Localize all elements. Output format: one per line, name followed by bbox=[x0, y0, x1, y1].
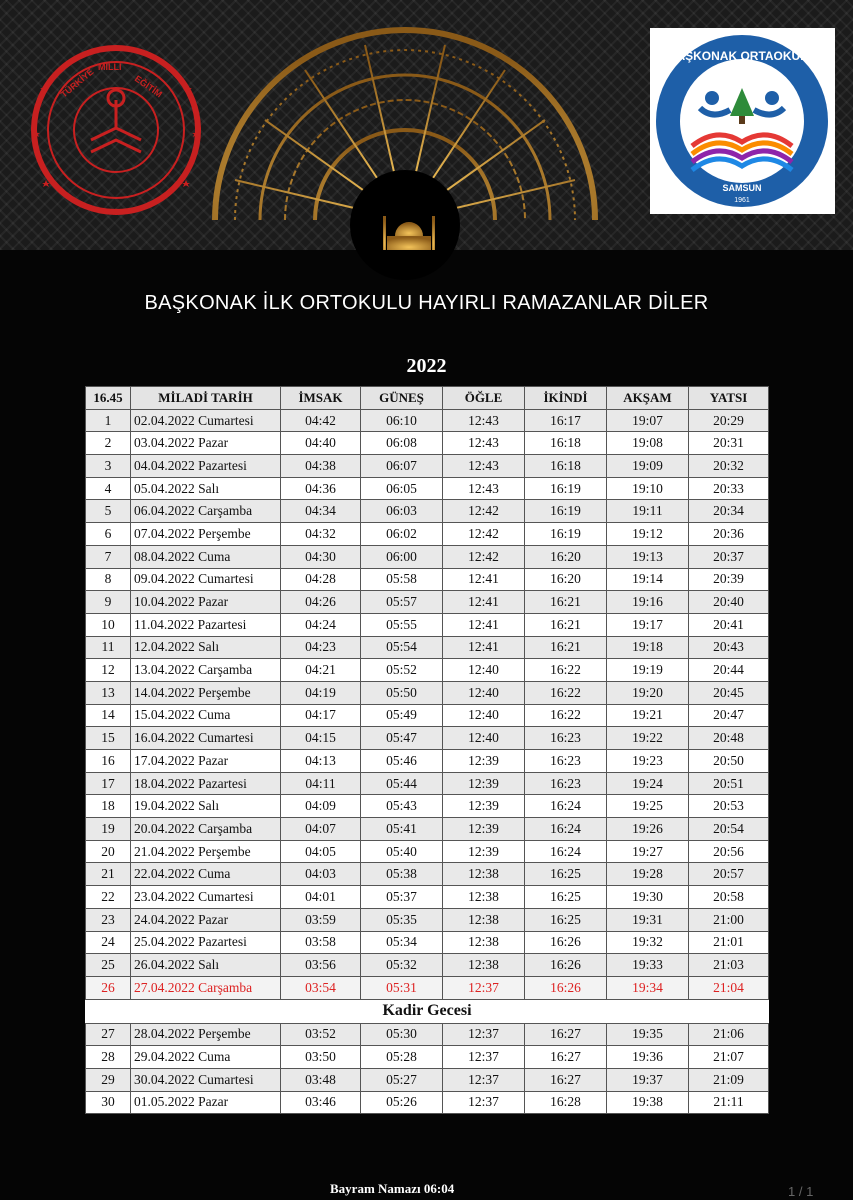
column-header: 16.45 bbox=[86, 387, 131, 410]
table-cell: 19:30 bbox=[607, 886, 689, 909]
table-cell: 07.04.2022 Perşembe bbox=[131, 523, 281, 546]
table-cell: 16:22 bbox=[525, 704, 607, 727]
table-row bbox=[86, 659, 769, 682]
table-cell: 16:24 bbox=[525, 795, 607, 818]
table-cell: 10 bbox=[86, 613, 131, 636]
table-cell: 12:41 bbox=[443, 591, 525, 614]
table-cell: 12:39 bbox=[443, 750, 525, 773]
table-cell: 05:27 bbox=[361, 1068, 443, 1091]
table-cell: 12:40 bbox=[443, 727, 525, 750]
table-cell: 05:44 bbox=[361, 772, 443, 795]
table-cell: 11 bbox=[86, 636, 131, 659]
table-cell: 04.04.2022 Pazartesi bbox=[131, 455, 281, 478]
table-cell: 05:49 bbox=[361, 704, 443, 727]
table-cell: 12:43 bbox=[443, 477, 525, 500]
table-cell: 12:38 bbox=[443, 863, 525, 886]
table-cell: 2 bbox=[86, 432, 131, 455]
table-cell: 20:44 bbox=[689, 659, 769, 682]
kadir-gecesi-note-row bbox=[86, 999, 769, 1023]
table-cell: 04:42 bbox=[281, 409, 361, 432]
table-row bbox=[86, 908, 769, 931]
table-cell: 12:37 bbox=[443, 1091, 525, 1114]
logo-city: SAMSUN bbox=[722, 183, 762, 193]
table-cell: 04:38 bbox=[281, 455, 361, 478]
table-cell: 12:39 bbox=[443, 772, 525, 795]
table-cell: 05:34 bbox=[361, 931, 443, 954]
table-cell: 04:11 bbox=[281, 772, 361, 795]
table-cell: 21:07 bbox=[689, 1046, 769, 1069]
table-cell: 12:42 bbox=[443, 500, 525, 523]
table-cell: 19:36 bbox=[607, 1046, 689, 1069]
table-cell: 05:43 bbox=[361, 795, 443, 818]
table-cell: 16:18 bbox=[525, 455, 607, 478]
table-cell: 04:05 bbox=[281, 840, 361, 863]
table-cell: 12:40 bbox=[443, 681, 525, 704]
table-cell: 19:08 bbox=[607, 432, 689, 455]
table-cell: 16:24 bbox=[525, 818, 607, 841]
table-cell: 29.04.2022 Cuma bbox=[131, 1046, 281, 1069]
table-cell: 21:00 bbox=[689, 908, 769, 931]
table-cell: 20.04.2022 Carşamba bbox=[131, 818, 281, 841]
table-cell: 20:31 bbox=[689, 432, 769, 455]
prayer-times-table bbox=[85, 386, 769, 1114]
table-cell: 19:24 bbox=[607, 772, 689, 795]
table-cell: 06:00 bbox=[361, 545, 443, 568]
school-logo bbox=[650, 28, 835, 214]
table-cell: 19:14 bbox=[607, 568, 689, 591]
table-cell: 20:36 bbox=[689, 523, 769, 546]
table-row bbox=[86, 1023, 769, 1046]
table-cell: 16:21 bbox=[525, 636, 607, 659]
table-row bbox=[86, 432, 769, 455]
table-cell: 19.04.2022 Salı bbox=[131, 795, 281, 818]
table-cell: 21:03 bbox=[689, 954, 769, 977]
table-row bbox=[86, 840, 769, 863]
table-cell: 10.04.2022 Pazar bbox=[131, 591, 281, 614]
table-cell: 09.04.2022 Cumartesi bbox=[131, 568, 281, 591]
table-cell: 12:42 bbox=[443, 545, 525, 568]
table-cell: 12:41 bbox=[443, 636, 525, 659]
ministry-seal-logo bbox=[16, 40, 216, 220]
table-cell: 20:29 bbox=[689, 409, 769, 432]
mandala-crescent-mosque-ornament bbox=[205, 10, 605, 290]
table-cell: 05:41 bbox=[361, 818, 443, 841]
table-cell: 27 bbox=[86, 1023, 131, 1046]
table-row bbox=[86, 1068, 769, 1091]
table-cell: 24.04.2022 Pazar bbox=[131, 908, 281, 931]
table-row bbox=[86, 455, 769, 478]
table-row bbox=[86, 477, 769, 500]
table-cell: 16:27 bbox=[525, 1068, 607, 1091]
table-cell: 16:18 bbox=[525, 432, 607, 455]
table-row bbox=[86, 954, 769, 977]
table-cell: 12:41 bbox=[443, 568, 525, 591]
table-cell: 04:07 bbox=[281, 818, 361, 841]
table-cell: 05:40 bbox=[361, 840, 443, 863]
table-cell: 12:39 bbox=[443, 840, 525, 863]
table-cell: 19:21 bbox=[607, 704, 689, 727]
table-cell: 12:39 bbox=[443, 795, 525, 818]
table-cell: 12:40 bbox=[443, 659, 525, 682]
table-cell: 19:07 bbox=[607, 409, 689, 432]
table-cell: 20:50 bbox=[689, 750, 769, 773]
table-cell: 05:57 bbox=[361, 591, 443, 614]
kadir-gecesi-label: Kadir Gecesi bbox=[86, 999, 769, 1023]
table-cell: 19:13 bbox=[607, 545, 689, 568]
table-cell: 19:12 bbox=[607, 523, 689, 546]
table-cell: 12:37 bbox=[443, 1068, 525, 1091]
table-cell: 20:54 bbox=[689, 818, 769, 841]
table-cell: 16:24 bbox=[525, 840, 607, 863]
table-cell: 16:25 bbox=[525, 908, 607, 931]
table-row bbox=[86, 1091, 769, 1114]
table-cell: 05:55 bbox=[361, 613, 443, 636]
table-cell: 05:26 bbox=[361, 1091, 443, 1114]
table-cell: 12:38 bbox=[443, 886, 525, 909]
table-cell: 19:19 bbox=[607, 659, 689, 682]
table-cell: 16:20 bbox=[525, 545, 607, 568]
table-cell: 03:52 bbox=[281, 1023, 361, 1046]
table-cell: 21:04 bbox=[689, 976, 769, 999]
table-row bbox=[86, 681, 769, 704]
table-row bbox=[86, 636, 769, 659]
prayer-times-table-container bbox=[85, 386, 768, 1114]
table-cell: 19:17 bbox=[607, 613, 689, 636]
table-cell: 05.04.2022 Salı bbox=[131, 477, 281, 500]
table-cell: 20:43 bbox=[689, 636, 769, 659]
table-cell: 04:23 bbox=[281, 636, 361, 659]
page-title: BAŞKONAK İLK ORTOKULU HAYIRLI RAMAZANLAR DİLER bbox=[144, 292, 709, 314]
table-cell: 12 bbox=[86, 659, 131, 682]
table-cell: 16:21 bbox=[525, 613, 607, 636]
table-cell: 19:32 bbox=[607, 931, 689, 954]
table-cell: 16:23 bbox=[525, 727, 607, 750]
table-cell: 19:33 bbox=[607, 954, 689, 977]
table-cell: 30.04.2022 Cumartesi bbox=[131, 1068, 281, 1091]
table-cell: 16:17 bbox=[525, 409, 607, 432]
column-header: AKŞAM bbox=[607, 387, 689, 410]
table-row bbox=[86, 704, 769, 727]
table-cell: 23.04.2022 Cumartesi bbox=[131, 886, 281, 909]
table-cell: 20:47 bbox=[689, 704, 769, 727]
table-cell: 16:19 bbox=[525, 500, 607, 523]
table-cell: 05:32 bbox=[361, 954, 443, 977]
table-cell: 13 bbox=[86, 681, 131, 704]
table-cell: 04:36 bbox=[281, 477, 361, 500]
table-cell: 05:47 bbox=[361, 727, 443, 750]
table-cell: 16:27 bbox=[525, 1046, 607, 1069]
table-cell: 08.04.2022 Cuma bbox=[131, 545, 281, 568]
table-cell: 20:51 bbox=[689, 772, 769, 795]
table-cell: 06:10 bbox=[361, 409, 443, 432]
table-cell: 06.04.2022 Carşamba bbox=[131, 500, 281, 523]
table-cell: 7 bbox=[86, 545, 131, 568]
table-cell: 29 bbox=[86, 1068, 131, 1091]
table-cell: 12:41 bbox=[443, 613, 525, 636]
table-cell: 06:08 bbox=[361, 432, 443, 455]
table-cell: 04:34 bbox=[281, 500, 361, 523]
table-cell: 04:40 bbox=[281, 432, 361, 455]
table-cell: 12:43 bbox=[443, 432, 525, 455]
table-cell: 22.04.2022 Cuma bbox=[131, 863, 281, 886]
table-row-highlighted bbox=[86, 976, 769, 999]
table-cell: 04:09 bbox=[281, 795, 361, 818]
table-cell: 04:15 bbox=[281, 727, 361, 750]
table-cell: 20:39 bbox=[689, 568, 769, 591]
table-row bbox=[86, 591, 769, 614]
table-cell: 17.04.2022 Pazar bbox=[131, 750, 281, 773]
table-cell: 20 bbox=[86, 840, 131, 863]
table-cell: 19:10 bbox=[607, 477, 689, 500]
column-header: YATSI bbox=[689, 387, 769, 410]
bayram-prayer-time: Bayram Namazı 06:04 bbox=[330, 1181, 455, 1196]
table-cell: 14.04.2022 Perşembe bbox=[131, 681, 281, 704]
table-cell: 05:31 bbox=[361, 976, 443, 999]
logo-text: BAŞKONAK ORTAOKULU bbox=[667, 49, 817, 63]
table-cell: 18 bbox=[86, 795, 131, 818]
table-cell: 4 bbox=[86, 477, 131, 500]
table-cell: 05:35 bbox=[361, 908, 443, 931]
table-cell: 20:32 bbox=[689, 455, 769, 478]
table-cell: 05:50 bbox=[361, 681, 443, 704]
table-cell: 19:11 bbox=[607, 500, 689, 523]
table-cell: 28.04.2022 Perşembe bbox=[131, 1023, 281, 1046]
table-cell: 05:58 bbox=[361, 568, 443, 591]
table-cell: 04:01 bbox=[281, 886, 361, 909]
svg-text:EĞİTİM: EĞİTİM bbox=[132, 73, 164, 100]
table-row bbox=[86, 727, 769, 750]
table-cell: 12:37 bbox=[443, 1046, 525, 1069]
table-cell: 24 bbox=[86, 931, 131, 954]
table-cell: 05:37 bbox=[361, 886, 443, 909]
table-cell: 12:37 bbox=[443, 1023, 525, 1046]
table-header-row bbox=[86, 387, 769, 410]
table-cell: 16.04.2022 Cumartesi bbox=[131, 727, 281, 750]
table-cell: 06:05 bbox=[361, 477, 443, 500]
table-cell: 03.04.2022 Pazar bbox=[131, 432, 281, 455]
column-header: GÜNEŞ bbox=[361, 387, 443, 410]
table-row bbox=[86, 863, 769, 886]
table-cell: 04:30 bbox=[281, 545, 361, 568]
table-cell: 19 bbox=[86, 818, 131, 841]
table-cell: 21:11 bbox=[689, 1091, 769, 1114]
table-cell: 16:25 bbox=[525, 886, 607, 909]
table-cell: 17 bbox=[86, 772, 131, 795]
table-cell: 06:07 bbox=[361, 455, 443, 478]
page-number: 1 / 1 bbox=[788, 1184, 814, 1199]
table-cell: 19:34 bbox=[607, 976, 689, 999]
table-cell: 04:19 bbox=[281, 681, 361, 704]
table-cell: 05:30 bbox=[361, 1023, 443, 1046]
table-cell: 04:28 bbox=[281, 568, 361, 591]
table-cell: 25 bbox=[86, 954, 131, 977]
table-row bbox=[86, 886, 769, 909]
table-cell: 12:42 bbox=[443, 523, 525, 546]
table-row bbox=[86, 1046, 769, 1069]
table-cell: 04:13 bbox=[281, 750, 361, 773]
table-cell: 02.04.2022 Cumartesi bbox=[131, 409, 281, 432]
table-cell: 19:37 bbox=[607, 1068, 689, 1091]
table-row bbox=[86, 818, 769, 841]
table-row bbox=[86, 750, 769, 773]
table-cell: 16:19 bbox=[525, 523, 607, 546]
table-row bbox=[86, 931, 769, 954]
table-cell: 14 bbox=[86, 704, 131, 727]
table-cell: 03:54 bbox=[281, 976, 361, 999]
table-cell: 20:48 bbox=[689, 727, 769, 750]
table-cell: 21:01 bbox=[689, 931, 769, 954]
table-cell: 21.04.2022 Perşembe bbox=[131, 840, 281, 863]
table-cell: 20:37 bbox=[689, 545, 769, 568]
table-cell: 19:25 bbox=[607, 795, 689, 818]
table-cell: 20:45 bbox=[689, 681, 769, 704]
table-cell: 5 bbox=[86, 500, 131, 523]
table-cell: 21:09 bbox=[689, 1068, 769, 1091]
table-cell: 19:35 bbox=[607, 1023, 689, 1046]
table-cell: 21:06 bbox=[689, 1023, 769, 1046]
table-cell: 12:43 bbox=[443, 409, 525, 432]
table-cell: 20:34 bbox=[689, 500, 769, 523]
table-cell: 26 bbox=[86, 976, 131, 999]
table-cell: 27.04.2022 Carşamba bbox=[131, 976, 281, 999]
svg-text:MİLLÎ: MİLLÎ bbox=[98, 62, 122, 72]
table-cell: 20:40 bbox=[689, 591, 769, 614]
table-cell: 01.05.2022 Pazar bbox=[131, 1091, 281, 1114]
table-cell: 16 bbox=[86, 750, 131, 773]
year-heading: 2022 bbox=[406, 355, 447, 377]
table-cell: 20:41 bbox=[689, 613, 769, 636]
table-row bbox=[86, 795, 769, 818]
table-body bbox=[86, 409, 769, 1114]
table-cell: 13.04.2022 Carşamba bbox=[131, 659, 281, 682]
table-cell: 19:16 bbox=[607, 591, 689, 614]
table-cell: 05:52 bbox=[361, 659, 443, 682]
table-cell: 05:54 bbox=[361, 636, 443, 659]
table-cell: 16:26 bbox=[525, 931, 607, 954]
column-header: ÖĞLE bbox=[443, 387, 525, 410]
table-cell: 19:22 bbox=[607, 727, 689, 750]
table-cell: 06:03 bbox=[361, 500, 443, 523]
table-cell: 12:37 bbox=[443, 976, 525, 999]
table-cell: 03:46 bbox=[281, 1091, 361, 1114]
table-cell: 26.04.2022 Salı bbox=[131, 954, 281, 977]
table-cell: 06:02 bbox=[361, 523, 443, 546]
table-cell: 1 bbox=[86, 409, 131, 432]
table-cell: 05:28 bbox=[361, 1046, 443, 1069]
table-cell: 8 bbox=[86, 568, 131, 591]
column-header: MİLADİ TARİH bbox=[131, 387, 281, 410]
table-cell: 16:26 bbox=[525, 976, 607, 999]
table-cell: 16:20 bbox=[525, 568, 607, 591]
table-cell: 19:31 bbox=[607, 908, 689, 931]
table-cell: 3 bbox=[86, 455, 131, 478]
table-cell: 12:43 bbox=[443, 455, 525, 478]
table-cell: 18.04.2022 Pazartesi bbox=[131, 772, 281, 795]
table-cell: 04:24 bbox=[281, 613, 361, 636]
table-cell: 19:23 bbox=[607, 750, 689, 773]
column-header: İMSAK bbox=[281, 387, 361, 410]
table-cell: 16:19 bbox=[525, 477, 607, 500]
table-row bbox=[86, 409, 769, 432]
table-cell: 12:38 bbox=[443, 931, 525, 954]
table-cell: 04:32 bbox=[281, 523, 361, 546]
table-cell: 12:40 bbox=[443, 704, 525, 727]
table-cell: 23 bbox=[86, 908, 131, 931]
table-cell: 20:57 bbox=[689, 863, 769, 886]
table-cell: 12:39 bbox=[443, 818, 525, 841]
table-cell: 03:59 bbox=[281, 908, 361, 931]
table-row bbox=[86, 523, 769, 546]
table-cell: 03:58 bbox=[281, 931, 361, 954]
table-cell: 12:38 bbox=[443, 954, 525, 977]
table-cell: 05:38 bbox=[361, 863, 443, 886]
logo-year: 1961 bbox=[734, 197, 750, 204]
table-cell: 16:22 bbox=[525, 681, 607, 704]
table-cell: 19:38 bbox=[607, 1091, 689, 1114]
table-cell: 19:27 bbox=[607, 840, 689, 863]
svg-text:TÜRKİYE: TÜRKİYE bbox=[58, 66, 96, 100]
table-row bbox=[86, 772, 769, 795]
table-cell: 25.04.2022 Pazartesi bbox=[131, 931, 281, 954]
table-cell: 11.04.2022 Pazartesi bbox=[131, 613, 281, 636]
table-cell: 12:38 bbox=[443, 908, 525, 931]
table-row bbox=[86, 568, 769, 591]
table-cell: 19:26 bbox=[607, 818, 689, 841]
table-cell: 03:56 bbox=[281, 954, 361, 977]
table-cell: 15.04.2022 Cuma bbox=[131, 704, 281, 727]
table-cell: 16:25 bbox=[525, 863, 607, 886]
table-cell: 28 bbox=[86, 1046, 131, 1069]
column-header: İKİNDİ bbox=[525, 387, 607, 410]
table-cell: 16:22 bbox=[525, 659, 607, 682]
table-cell: 6 bbox=[86, 523, 131, 546]
table-cell: 20:58 bbox=[689, 886, 769, 909]
table-cell: 12.04.2022 Salı bbox=[131, 636, 281, 659]
table-row bbox=[86, 545, 769, 568]
table-cell: 03:50 bbox=[281, 1046, 361, 1069]
table-cell: 16:27 bbox=[525, 1023, 607, 1046]
table-cell: 04:17 bbox=[281, 704, 361, 727]
table-cell: 9 bbox=[86, 591, 131, 614]
table-cell: 20:53 bbox=[689, 795, 769, 818]
table-cell: 16:26 bbox=[525, 954, 607, 977]
table-row bbox=[86, 500, 769, 523]
table-cell: 19:09 bbox=[607, 455, 689, 478]
table-cell: 19:18 bbox=[607, 636, 689, 659]
table-cell: 16:23 bbox=[525, 772, 607, 795]
table-cell: 22 bbox=[86, 886, 131, 909]
table-cell: 30 bbox=[86, 1091, 131, 1114]
table-cell: 03:48 bbox=[281, 1068, 361, 1091]
table-cell: 16:28 bbox=[525, 1091, 607, 1114]
table-cell: 19:20 bbox=[607, 681, 689, 704]
table-cell: 15 bbox=[86, 727, 131, 750]
table-cell: 04:21 bbox=[281, 659, 361, 682]
table-cell: 20:56 bbox=[689, 840, 769, 863]
table-cell: 19:28 bbox=[607, 863, 689, 886]
table-cell: 16:21 bbox=[525, 591, 607, 614]
table-cell: 04:26 bbox=[281, 591, 361, 614]
table-cell: 20:33 bbox=[689, 477, 769, 500]
table-cell: 04:03 bbox=[281, 863, 361, 886]
table-cell: 21 bbox=[86, 863, 131, 886]
table-cell: 16:23 bbox=[525, 750, 607, 773]
table-row bbox=[86, 613, 769, 636]
table-cell: 05:46 bbox=[361, 750, 443, 773]
